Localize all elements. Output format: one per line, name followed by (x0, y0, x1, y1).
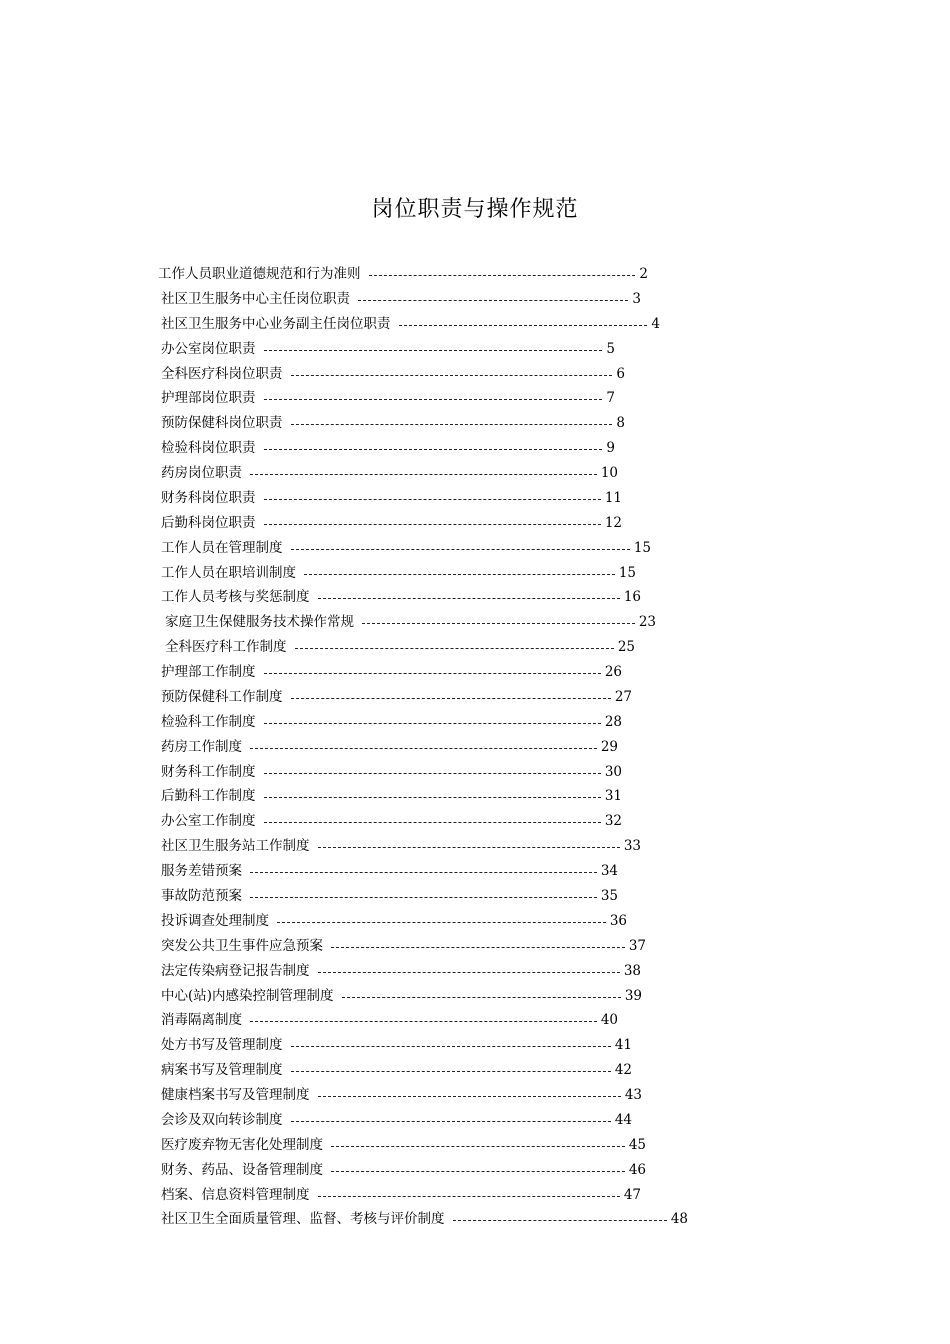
toc-entry-title: 护理部岗位职责 (161, 390, 256, 406)
toc-entry-title: 检验科工作制度 (161, 714, 256, 730)
toc-dot-leader (318, 1196, 620, 1197)
toc-entry[interactable] (161, 1208, 688, 1230)
toc-entry-page-number: 34 (600, 863, 618, 879)
toc-dot-leader (291, 1046, 611, 1047)
toc-entry[interactable] (161, 661, 622, 683)
toc-entry[interactable] (161, 462, 618, 484)
toc-entry-title: 办公室岗位职责 (161, 341, 256, 357)
toc-entry-page-number: 37 (628, 938, 646, 954)
toc-dot-leader (358, 300, 628, 301)
toc-entry-page-number: 10 (600, 465, 618, 481)
toc-dot-leader (250, 748, 597, 749)
toc-dot-leader (318, 972, 620, 973)
toc-entry-page-number: 29 (600, 739, 618, 755)
toc-dot-leader (331, 947, 625, 948)
toc-dot-leader (362, 623, 635, 624)
toc-entry-page-number: 28 (604, 714, 622, 730)
toc-entry-title: 全科医疗科岗位职责 (161, 366, 283, 382)
toc-dot-leader (291, 375, 613, 376)
toc-entry[interactable] (161, 1134, 646, 1156)
toc-entry-page-number: 5 (606, 341, 615, 357)
toc-entry[interactable] (161, 437, 615, 459)
toc-entry[interactable] (161, 562, 636, 584)
toc-entry-title: 社区卫生服务站工作制度 (161, 838, 310, 854)
toc-entry[interactable] (161, 288, 641, 310)
toc-entry-title: 处方书写及管理制度 (161, 1037, 283, 1053)
toc-entry-title: 健康档案书写及管理制度 (161, 1087, 310, 1103)
toc-dot-leader (264, 449, 603, 450)
toc-entry-title: 会诊及双向转诊制度 (161, 1112, 283, 1128)
toc-dot-leader (291, 698, 611, 699)
toc-entry-title: 工作人员在管理制度 (161, 540, 283, 556)
toc-dot-leader (264, 797, 601, 798)
toc-entry-page-number: 33 (623, 838, 641, 854)
toc-entry[interactable] (161, 363, 625, 385)
toc-entry-title: 财务科岗位职责 (161, 490, 256, 506)
toc-dot-leader (304, 574, 615, 575)
toc-entry-title: 家庭卫生保健服务技术操作常规 (165, 614, 354, 630)
toc-entry-title: 全科医疗科工作制度 (165, 639, 287, 655)
toc-entry-title: 服务差错预案 (161, 863, 242, 879)
toc-entry[interactable] (161, 910, 627, 932)
toc-entry[interactable] (161, 338, 615, 360)
toc-dot-leader (250, 474, 597, 475)
toc-entry-page-number: 45 (628, 1137, 646, 1153)
toc-entry-page-number: 39 (624, 988, 642, 1004)
toc-entry-page-number: 38 (623, 963, 641, 979)
toc-entry[interactable] (161, 586, 641, 608)
toc-entry[interactable] (165, 636, 635, 658)
toc-entry[interactable] (161, 1034, 632, 1056)
toc-dot-leader (331, 1146, 625, 1147)
toc-entry-title: 病案书写及管理制度 (161, 1062, 283, 1078)
toc-entry-title: 后勤科岗位职责 (161, 515, 256, 531)
toc-entry[interactable] (161, 1109, 632, 1131)
toc-dot-leader (318, 1096, 621, 1097)
toc-entry-title: 社区卫生全面质量管理、监督、考核与评价制度 (161, 1211, 445, 1227)
toc-entry-page-number: 36 (609, 913, 627, 929)
toc-entry-page-number: 2 (639, 266, 648, 282)
toc-entry-page-number: 46 (628, 1162, 646, 1178)
toc-entry-page-number: 43 (624, 1087, 642, 1103)
toc-entry-title: 药房岗位职责 (161, 465, 242, 481)
toc-entry-page-number: 4 (651, 316, 660, 332)
toc-entry[interactable] (161, 1059, 632, 1081)
toc-dot-leader (291, 1071, 611, 1072)
toc-entry-title: 医疗废弃物无害化处理制度 (161, 1137, 323, 1153)
toc-entry-page-number: 27 (614, 689, 632, 705)
toc-entry-title: 财务科工作制度 (161, 764, 256, 780)
toc-entry[interactable] (161, 736, 618, 758)
toc-entry[interactable] (161, 1184, 641, 1206)
toc-entry[interactable] (161, 860, 618, 882)
document-title: 岗位职责与操作规范 (371, 197, 579, 222)
toc-entry-page-number: 8 (616, 415, 625, 431)
toc-entry[interactable] (161, 1084, 642, 1106)
toc-entry-page-number: 40 (600, 1012, 618, 1028)
toc-entry-title: 办公室工作制度 (161, 813, 256, 829)
toc-dot-leader (264, 822, 601, 823)
toc-entry[interactable] (161, 810, 622, 832)
toc-entry-title: 突发公共卫生事件应急预案 (161, 938, 323, 954)
toc-entry-title: 预防保健科工作制度 (161, 689, 283, 705)
toc-entry-page-number: 9 (606, 440, 615, 456)
toc-entry[interactable] (161, 785, 622, 807)
toc-dot-leader (250, 1021, 597, 1022)
toc-entry-title: 财务、药品、设备管理制度 (161, 1162, 323, 1178)
toc-entry-page-number: 44 (614, 1112, 632, 1128)
toc-entry-page-number: 47 (623, 1187, 641, 1203)
toc-dot-leader (342, 997, 621, 998)
toc-dot-leader (453, 1220, 667, 1221)
toc-dot-leader (250, 897, 597, 898)
toc-dot-leader (264, 723, 601, 724)
toc-entry-title: 工作人员在职培训制度 (161, 565, 296, 581)
toc-dot-leader (264, 673, 601, 674)
toc-entry[interactable] (161, 487, 622, 509)
toc-entry[interactable] (161, 761, 622, 783)
toc-entry-page-number: 25 (617, 639, 635, 655)
toc-dot-leader (291, 424, 613, 425)
toc-entry-page-number: 48 (670, 1211, 688, 1227)
toc-dot-leader (264, 350, 603, 351)
toc-entry-page-number: 23 (638, 614, 656, 630)
toc-entry[interactable] (161, 412, 625, 434)
toc-entry[interactable] (161, 711, 622, 733)
toc-entry[interactable] (161, 387, 615, 409)
toc-dot-leader (250, 872, 597, 873)
toc-dot-leader (369, 275, 636, 276)
toc-entry-title: 工作人员考核与奖惩制度 (161, 589, 310, 605)
toc-entry-page-number: 30 (604, 764, 622, 780)
toc-entry-title: 社区卫生服务中心业务副主任岗位职责 (161, 316, 391, 332)
toc-entry-title: 护理部工作制度 (161, 664, 256, 680)
toc-dot-leader (318, 847, 620, 848)
toc-entry[interactable] (161, 885, 618, 907)
toc-entry[interactable] (161, 985, 642, 1007)
toc-entry[interactable] (165, 611, 656, 633)
toc-dot-leader (264, 499, 601, 500)
toc-entry-title: 预防保健科岗位职责 (161, 415, 283, 431)
toc-entry-page-number: 32 (604, 813, 622, 829)
toc-dot-leader (291, 549, 630, 550)
toc-entry[interactable] (158, 263, 648, 285)
toc-dot-leader (264, 524, 601, 525)
toc-entry-page-number: 12 (604, 515, 622, 531)
toc-entry-page-number: 42 (614, 1062, 632, 1078)
toc-entry[interactable] (161, 1159, 646, 1181)
toc-entry-title: 药房工作制度 (161, 739, 242, 755)
toc-entry-title: 法定传染病登记报告制度 (161, 963, 310, 979)
toc-entry[interactable] (161, 835, 641, 857)
toc-dot-leader (264, 773, 601, 774)
toc-entry-title: 后勤科工作制度 (161, 788, 256, 804)
toc-entry-title: 工作人员职业道德规范和行为准则 (158, 266, 361, 282)
toc-dot-leader (291, 1121, 611, 1122)
toc-entry[interactable] (161, 935, 646, 957)
toc-dot-leader (264, 399, 603, 400)
toc-entry-page-number: 26 (604, 664, 622, 680)
toc-entry-title: 投诉调查处理制度 (161, 913, 269, 929)
toc-entry[interactable] (161, 512, 622, 534)
toc-entry-page-number: 16 (623, 589, 641, 605)
toc-entry-page-number: 41 (614, 1037, 632, 1053)
toc-entry[interactable] (161, 313, 660, 335)
toc-entry[interactable] (161, 1009, 618, 1031)
toc-entry-title: 社区卫生服务中心主任岗位职责 (161, 291, 350, 307)
toc-entry-page-number: 35 (600, 888, 618, 904)
toc-entry-page-number: 15 (618, 565, 636, 581)
toc-entry-title: 中心(站)内感染控制管理制度 (161, 988, 334, 1004)
toc-entry-page-number: 31 (604, 788, 622, 804)
toc-entry-page-number: 6 (616, 366, 625, 382)
toc-entry[interactable] (161, 537, 651, 559)
toc-entry-title: 档案、信息资料管理制度 (161, 1187, 310, 1203)
toc-dot-leader (331, 1171, 625, 1172)
toc-entry[interactable] (161, 960, 641, 982)
toc-entry-page-number: 11 (604, 490, 622, 506)
toc-entry-page-number: 7 (606, 390, 615, 406)
toc-entry[interactable] (161, 686, 632, 708)
toc-dot-leader (399, 325, 648, 326)
toc-dot-leader (277, 922, 606, 923)
toc-entry-title: 检验科岗位职责 (161, 440, 256, 456)
toc-entry-page-number: 15 (633, 540, 651, 556)
toc-entry-title: 消毒隔离制度 (161, 1012, 242, 1028)
toc-dot-leader (295, 648, 614, 649)
toc-dot-leader (318, 598, 620, 599)
toc-entry-title: 事故防范预案 (161, 888, 242, 904)
toc-entry-page-number: 3 (632, 291, 641, 307)
